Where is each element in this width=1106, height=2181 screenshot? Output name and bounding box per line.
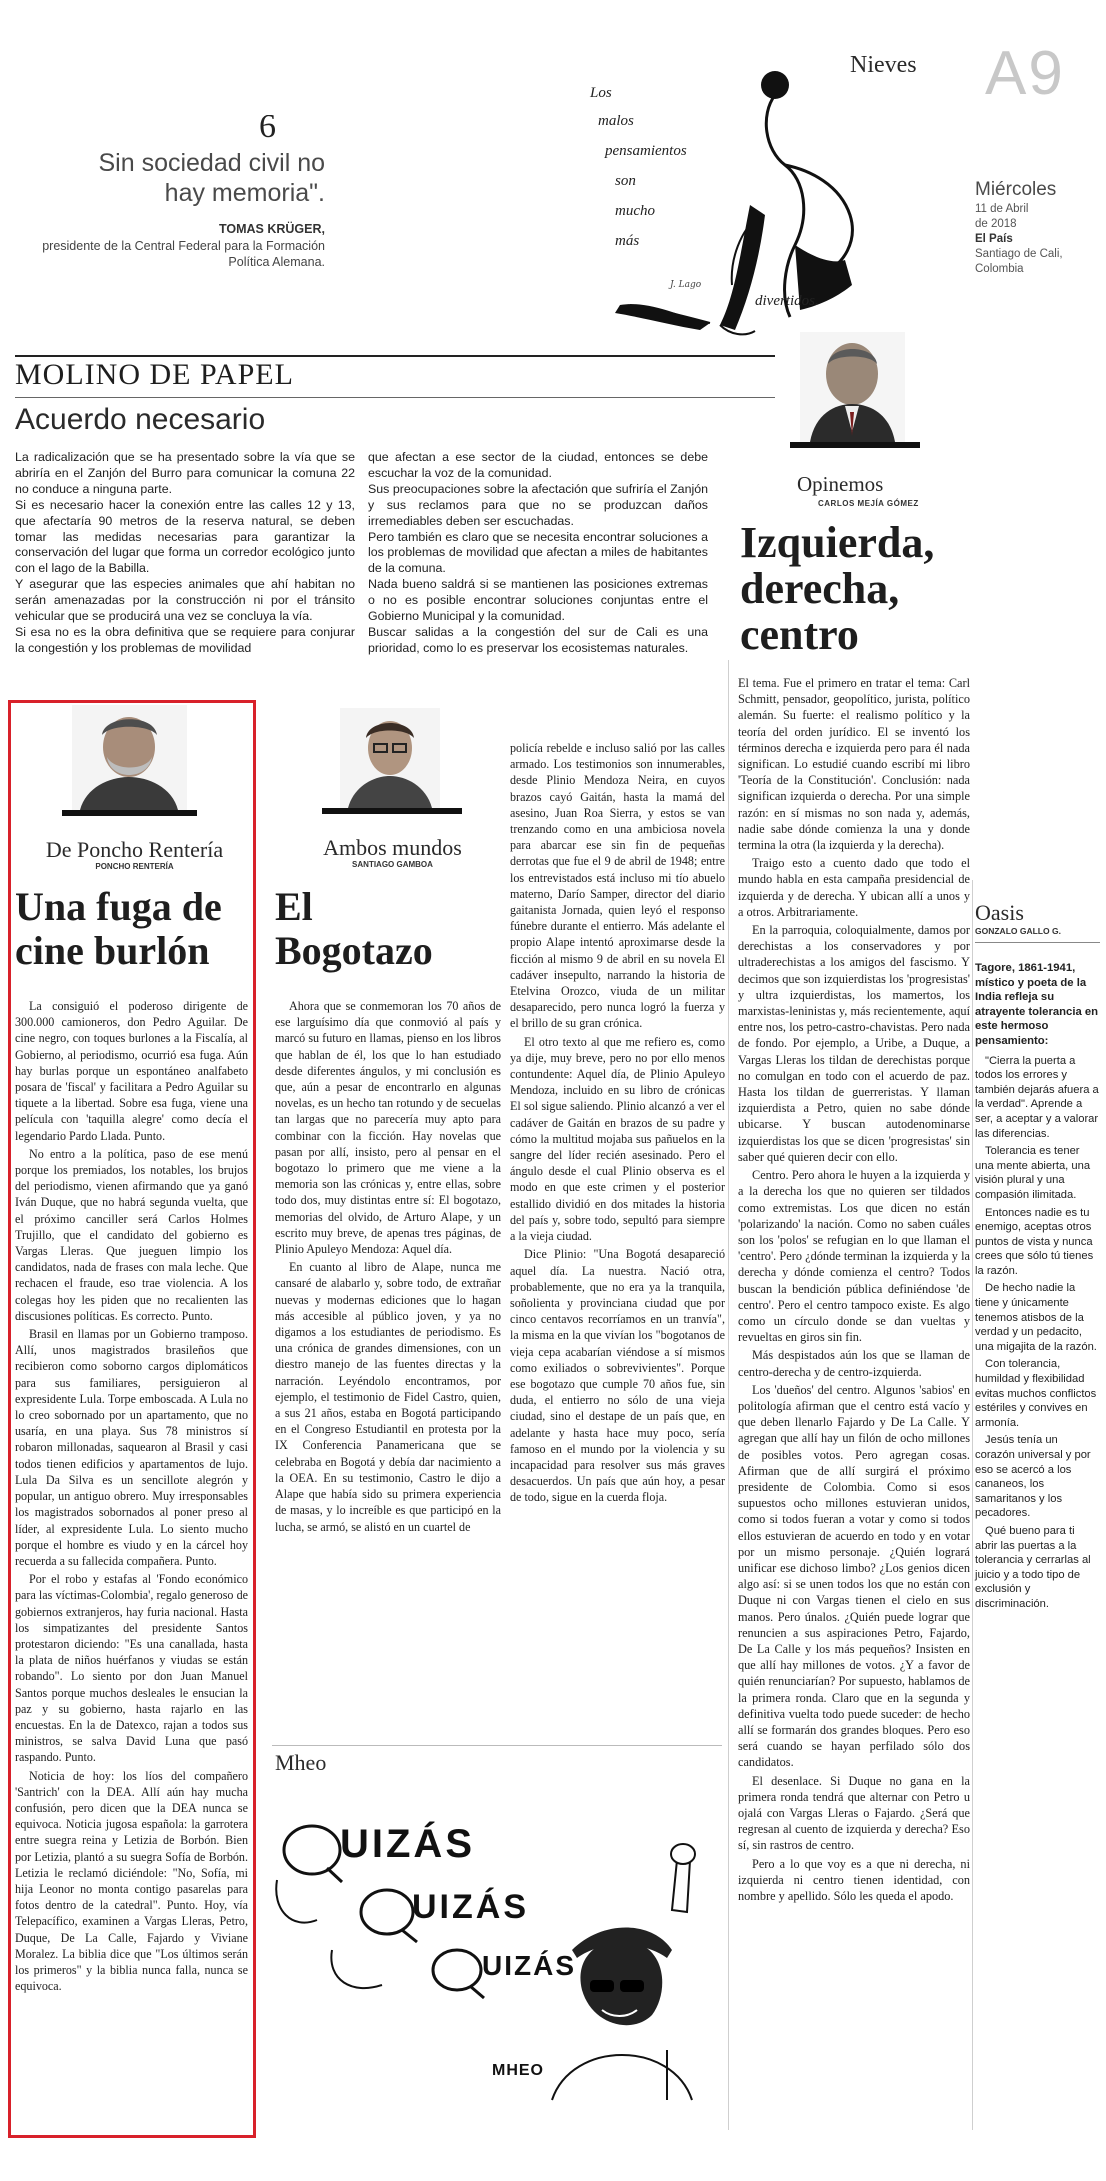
editorial-col-1: La radicalización que se ha presentado sobre la vía que se abriría en el Zanjón del Burro para comunicar la comuna 22 no conduce a ninguna parte. Si es necesario hacer la conexión entre las calles 12 y 13, que afectaría 90 metros de la reserva natural, se deben tomar las medidas necesarias para garantizar la conservación del lugar que forma un corredor ecológico junto con el lago de la Babilla. Y asegurar que las especies animales que ahí habitan no serán amenazadas por la construcción ni por el tránsito vehicular que se producirá una vez se concluya la vía. Si esa no es la obra definitiva que se requiere para conjurar la congestión y los problemas de movilidad	[15, 450, 355, 655]
oasis-intro: Tagore, 1861-1941, místico y poeta de la India refleja su atrayente tolerancia en este hermoso pensamiento:	[975, 962, 1099, 1047]
oasis-paragraph: Entonces nadie es tu enemigo, aceptas otros puntos de vista y nunca crees que sólo tú tienes la razón.	[975, 1206, 1094, 1277]
renteria-paragraph: Por el robo y estafas al 'Fondo económico para las víctimas-Colombia', regalo generoso de gobiernos extranjeros, hay furia nacional. Hasta los simpatizantes del presidente Santos protestaron diciendo: "Es una canallada, hasta la plata de niños huérfanos y viudas se están robando". Lo siento por don Juan Manuel Santos porque muchos desleales le ensucian la paz y su gobierno, hasta rajarlo en las encuestas. En la de Datexco, rajan a todos sus ministros, se salva David Luna que pasó raspando. Punto.	[15, 1572, 248, 1765]
nieves-line-6: más	[615, 233, 640, 249]
ambos-column-name: Ambos mundos	[323, 835, 462, 860]
editorial-top-rule	[15, 355, 775, 357]
column-divider	[972, 880, 973, 2130]
quote-mark-icon	[255, 115, 279, 139]
country: Colombia	[975, 263, 1024, 275]
ambos-paragraph: policía rebelde e incluso salió por las calles armado. Los testimonios son innumerables, desde Plinio Mendoza Neira, en cuyos brazos cayó Gaitán, hasta la mamá del asesino, Juan Roa Sierra, y estos se van trenzando como en una ambiciosa novela para abarcar ese sin fin de pequeñas derrotas que fue el 9 de abril de 1948; entre los entrevistados está incluso mi tío abuelo materno, Darío Samper, director del diario gaitanista Jornada, quien leyó el responso fúnebre durante el entierro. Más adelante el propio Alape intentó aproximarse desde la ficción al mismo 9 de abril en su novela El cadáver insepulto, narrando la historia de Etelvina Orozco, viuda de un militar desaparecido, pero nunca logró la fuerza y el brillo de su gran crónica.	[510, 741, 725, 1031]
ambos-headline: El Bogotazo	[275, 884, 433, 973]
city: Santiago de Cali,	[975, 248, 1063, 260]
renteria-author: PONCHO RENTERÍA	[95, 862, 174, 871]
date-block	[975, 178, 1100, 277]
opinemos-paragraph: El desenlace. Si Duque no gana en la primera ronda tendrá que alternar con Petro u ojalá con Vargas Lleras o Fajardo. ¿Será que regresan al cuento de izquierda y derecha? Eso sí, sin rastros de centro.	[738, 1773, 970, 1853]
svg-text:6: 6	[259, 115, 276, 139]
opinemos-paragraph: Traigo esto a cuento dado que todo el mundo habla en esta campaña presidencial de izquierda y de derecha. Y ubican allí a unos y a otros. Arbitrariamente.	[738, 856, 970, 919]
renteria-paragraph: Brasil en llamas por un Gobierno tramposo. Allí, unos magistrados brasileños que recibieron como soborno cargos diplomáticos para sus familiares, persiguieron al expresidente Lula. Torpe emboscada. A Lula no lo creo sobornado por un apartamento, que no usaría, en una playa. Sus 78 ministros sí robaron millonadas, saquearon al Brasil y casi todos tienen edificios y apartamentos de lujo. Lula Da Silva es un sencillote alegrón y popular, un antiguo obrero. Muy irresponsables los magistrados sobornados al poner preso al líder, al expresidente Lula. Lo siento mucho porque el hombre es viudo y en la cárcel hoy recuerda a su fallecida compañera. Punto.	[15, 1327, 248, 1568]
opinemos-paragraph: Pero a lo que voy es a que ni derecha, ni izquierda ni centro tienen identidad, con nombre y apellido. Sólo les queda el apodo.	[738, 1856, 970, 1904]
date-day: Miércoles	[975, 179, 1057, 200]
opinemos-paragraph: Los 'dueños' del centro. Algunos 'sabios' en politología afirman que el centro está vacío y que deben llenarlo Fajardo y De La Calle. Y agregan que allí hay un filón de ocho millones de posibles votos. Pero agregan cosas. Afirman que de allí surgirá el próximo presidente de Colombia. Como si esos supuestos ocho millones estuvieran unidos, como si todos fueran a votar y como si todos ellos estuvieran de acuerdo en todo y en votar por un mismo personaje. ¿Quién logrará unificar ese dichoso limbo? ¿Los genios dicen algo así: si se unen todos los que no están con Duque ni con Vargas tienen el cielo en sus manos. Pero únalos. ¿Quién puede lograr que renuncien a sus aspiraciones Petro, Fajardo, De La Calle y los más pequeños? Insisten en que allí hay millones de votos. ¿Y a favor de quién renunciarían? Por supuesto, hablamos de la primera ronda. Claro que en la segunda y definitiva vuelta todo puede suceder: de hecho allí se formarán dos grandes bloques. Pero eso será cuando se hayan perfilado sólo dos candidatos.	[738, 1382, 970, 1770]
quote-author: TOMAS KRÜGER,	[218, 222, 325, 236]
mheo-word-3: UIZÁS	[482, 1950, 576, 1981]
opinemos-body	[738, 675, 970, 1906]
renteria-paragraph: Noticia de hoy: los líos del compañero 'Santrich' con la DEA. Allí aún hay mucha confusión, pero dicen que la DEA nunca se equivoca. Noticia jugosa española: la garrotera entre suegra reina y Letizia de Borbón. Bien por Letizia, plantó a su suegra Sofía de Borbón. Letizia le reclamó diciéndole: "No, Sofía, mi hija Leonor no monta contigo pasarelas para fotos dentro de la catedral". Punto. Hoy, vía Telepacífico, examinen a Vargas Lleras, Petro, Duque, De La Calle, Fajardo y Viviane Moralez. La biblia dice que "Los últimos serán los primeros" y la biblia nunca falla, nunca se equivoca.	[15, 1768, 248, 1994]
renteria-paragraph: La consiguió el poderoso dirigente de 300.000 camioneros, don Pedro Aguilar. De cine negro, con toques burlones a la Fiscalía, al Gobierno, al periodismo, ocurrió esa fuga. Aún hay burlas porque un espontáneo analfabeto posara de 'fiscal' y facilitara a Pedro Aguilar su tiquete a la libertad. Sobre esa fuga, viene una película con 'taquilla alegre' como decía el legendario Pardo Llada. Punto.	[15, 999, 248, 1143]
opinemos-column-name: Opinemos	[797, 472, 884, 496]
editorial-col-2: que afectan a ese sector de la ciudad, entonces se debe escuchar la voz de la comunidad. Sus preocupaciones sobre la afectación que sufriría el Zanjón y sus reclamos para que no se produzcan daños irremediables deben ser escuchadas. Pero también es claro que se necesita encontrar soluciones a los problemas de movilidad que afectan a miles de habitantes de la comuna. Nada bueno saldrá si se mantienen las posiciones extremas o no es posible encontrar soluciones conjuntas entre el Gobierno Municipal y la comunidad. Buscar salidas a la congestión del sur de Cali es una prioridad, como lo es preservar los ecosistemas naturales.	[368, 450, 708, 655]
oasis-paragraph: Con tolerancia, humildad y flexibilidad evitas muchos conflictos estériles y convives en armonía.	[975, 1358, 1097, 1429]
nieves-line-2: malos	[598, 113, 634, 129]
ambos-col-2	[510, 740, 725, 1508]
oasis-paragraph: Qué bueno para ti abrir las puertas a la tolerancia y cerrarlas al juicio y a todo tipo de exclusión y discriminación.	[975, 1524, 1091, 1610]
mheo-word-1: UIZÁS	[340, 1822, 475, 1866]
oasis-box	[975, 900, 1100, 2000]
renteria-paragraph: No entro a la política, paso de ese menú porque los premiados, los notables, los brujos del periodismo, vienen afirmando que ya ganó Iván Duque, que no habrá segunda vuelta, que el próximo canciller será Carlos Holmes Trujillo, que el candidato del gobierno es Vargas Lleras. Que jueguen limpio los candidatos, nada de frases con mala leche. Que rechacen el fraude, eso trae violencia. A los colegas hoy les piden que no recalienten las discusiones políticas. Es correcto. Punto.	[15, 1146, 248, 1323]
quote-role: presidente de la Central Federal para la Formación Política Alemana.	[42, 239, 325, 269]
quote-text: Sin sociedad civil no hay memoria".	[98, 149, 325, 207]
ambos-paragraph: En cuanto al libro de Alape, nunca me cansaré de alabarlo y, sobre todo, de extrañar nuevas y modernas ediciones que lo hagan más accesible al público joven, y ya no digamos a los estudiantes de periodismo. Es una crónica de grandes dimensiones, con un diestro manejo de las fuentes directas y la narración. Leyéndolo encontramos, por ejemplo, el testimonio de Fidel Castro, quien, a sus 21 años, estaba en Bogotá participando en el Congreso Estudiantil en protesta por la IX Conferencia Panamericana que se celebraba en Bogotá y debía dar nacimiento a la OEA. En su testimonio, Castro le dijo a Alape que había sido su primera experiencia de masas, y lo increíble es que participó en la lucha, se armó, se alistó en un cuartel de	[275, 1260, 501, 1534]
nieves-line-4: son	[615, 173, 636, 189]
oasis-paragraph: Jesús tenía un corazón universal y por eso se acercó a los cananeos, los samaritanos y los pecadores.	[975, 1434, 1091, 1520]
nieves-line-1: Los	[590, 85, 612, 101]
renteria-photo	[72, 705, 187, 810]
mheo-word-2: UIZÁS	[412, 1888, 529, 1926]
ambos-paragraph: Ahora que se conmemoran los 70 años de ese larguísimo día que conmovió al país y marcó su futuro en llamas, pienso en los libros que hablan de él, los que lo han estudiado desde diferentes ángulos, y mi conclusión es que, aún a pesar de encontrarlo en algunas novelas, es un hecho tan rotundo y de secuelas tan largas que no parecería muy apto para combinar con la ficción. Hay novelas que pasan por allí, insisto, pero al pensar en el bogotazo lo primero que me viene a la memoria son las crónicas y, entre ellas, sobre todo dos, muy distintas entre sí: El bogotazo, memorias del olvido, de Arturo Alape, y un escrito muy breve, de apenas tres páginas, de Plinio Apuleyo Mendoza: Aquel día.	[275, 999, 501, 1257]
editorial-section-title: MOLINO DE PAPEL	[15, 358, 294, 391]
section-name: Nieves	[850, 52, 917, 78]
oasis-paragraph: De hecho nadie la tiene y únicamente tenemos atisbos de la verdad y un pedacito, una migajita de la razón.	[975, 1282, 1097, 1353]
mheo-column-name: Mheo	[275, 1750, 327, 1775]
ambos-col-1	[275, 998, 501, 1537]
opinemos-headline: Izquierda, derecha, centro	[740, 518, 935, 659]
editorial-headline: Acuerdo necesario	[15, 403, 266, 436]
opinemos-paragraph: Centro. Pero ahora le huyen a la izquierda y a la derecha los que no quieren ser tildados como extremistas. Los que dicen no están 'polarizando' la nación. Como no saben cuáles son los 'polos' se refugian en lo que llaman el 'centro'. Pero ¿dónde terminan la izquierda y la derecha y dónde comienza el centro? Todos buscan la bendición pública definiéndose 'de centro'. Pero el centro tampoco existe. Es algo como un círculo donde se dan vueltas y revueltas en giros sin fin.	[738, 1168, 970, 1345]
opinemos-paragraph: El tema. Fue el primero en tratar el tema: Carl Schmitt, pensador, geopolítico, jurista, político alemán. Su fuerte: el realismo político y la teoría del orden jurídico. El se inventó los términos derecha e izquierda pero para él nada significan. Lo estudié cuando escribí mi libro 'Teoría de la Constitución'. Conclusión: nada significan izquierda o derecha. Por una simple razón: en sí mismas no son nada y, además, nadie sabe dónde comienza la una y donde termina la otra (la izquierda y la derecha).	[738, 676, 970, 853]
mheo-cartoon	[272, 1780, 722, 2110]
opinemos-paragraph: En la parroquia, coloquialmente, damos por derechistas a los conservadores y por ultraderechistas a los amigos del fascismo. Y decimos que son izquierdistas los 'progresistas' y ultra izquierdistas, los mamertos, los marxistas-leninistas y, más recientemente, aquí entre nos, los petro-castro-chavistas. Pero nada de fondo. Por ejemplo, a Uribe, a Duque, a Vargas Lleras los tildan de derechistas porque no comulgan en todo con el acuerdo de paz. Hasta los tildan de guerreristas. Y llaman izquierdista a Petro, quien no sabe dónde ubicarse. Y buscan autodenominarse izquierdistas los que se dicen 'progresistas' sin saber qué quieren decir con ello.	[738, 923, 970, 1164]
oasis-paragraph: Tolerancia es tener una mente abierta, una visión plural y una compasión ilimitada.	[975, 1145, 1091, 1201]
oasis-rule	[975, 942, 1100, 943]
oasis-column-name: Oasis	[975, 900, 1024, 925]
paper-name: El País	[975, 233, 1013, 245]
nieves-line-3: pensamientos	[605, 143, 687, 159]
mheo-top-rule	[272, 1745, 722, 1746]
gamboa-photo-bar	[322, 808, 462, 814]
renteria-column-name: De Poncho Rentería	[45, 837, 224, 862]
ambos-paragraph: El otro texto al que me refiero es, como ya dije, muy breve, pero no por ello menos contundente: Aquel día, de Plinio Apuleyo Mendoza, incluido en su libro de crónicas El sol sigue saliendo. Plinio alcanzó a ver el cadáver de Gaitán en brazos de su padre y cómo la multitud mojaba sus pañuelos en la sangre del líder recién asesinado. Pero el ángulo desde el cual Plinio observa es el modo en que este crimen y el posterior estallido dividió en dos mitades la historia del país y, sobre todo, sepultó para siempre a la vieja ciudad.	[510, 1034, 725, 1244]
column-divider	[728, 660, 729, 2130]
opinemos-paragraph: Más despistados aún los que se llaman de centro-derecha y de centro-izquierda.	[738, 1348, 970, 1379]
editorial-title-rule	[15, 397, 775, 398]
mheo-signature: MHEO	[492, 2062, 544, 2079]
renteria-photo-bar	[62, 810, 197, 816]
date-line2: de 2018	[975, 218, 1017, 230]
renteria-body	[15, 998, 248, 1996]
mejia-photo-bar	[790, 442, 920, 448]
svg-text:J. Lago: J. Lago	[670, 280, 702, 290]
oasis-author: GONZALO GALLO G.	[975, 926, 1061, 936]
mejia-photo	[800, 332, 905, 442]
nieves-cartoon	[560, 55, 870, 345]
renteria-headline: Una fuga de cine burlón	[15, 884, 222, 973]
nieves-line-5: mucho	[615, 203, 655, 219]
date-line1: 11 de Abril	[975, 203, 1029, 215]
oasis-paragraph: "Cierra la puerta a todos los errores y también dejarás afuera a la verdad". Aprende a ser, a aceptar y a valorar las diferencias.	[975, 1054, 1099, 1140]
gamboa-photo	[340, 708, 440, 808]
nieves-line-7: divertidos.	[755, 293, 819, 309]
ambos-paragraph: Dice Plinio: "Una Bogotá desapareció aquel día. La nuestra. Nació otra, probablemente, que no era ya la tranquila, soñolienta y provinciana ciudad que por cinco centavos recorríamos en un tranvía", la misma en la que vivían los "bogotanos de vieja cepa acabarían viéndose a sí mismos como exiliados o sobrevivientes". Porque ese bogotazo que cumple 70 años fue, sin duda, el entierro no sólo de una vieja ciudad, sino el destape de un país que, en adelante y hasta hace muy poco, sería famoso en el mundo por la violencia y su incapacidad para resolver sus más graves desacuerdos. Un país que aún hoy, a pesar de todo, sigue en la cuerda floja.	[510, 1247, 725, 1505]
ambos-author: SANTIAGO GAMBOA	[352, 860, 433, 869]
opinemos-author: CARLOS MEJÍA GÓMEZ	[818, 499, 919, 508]
page-number: A9	[985, 39, 1065, 108]
